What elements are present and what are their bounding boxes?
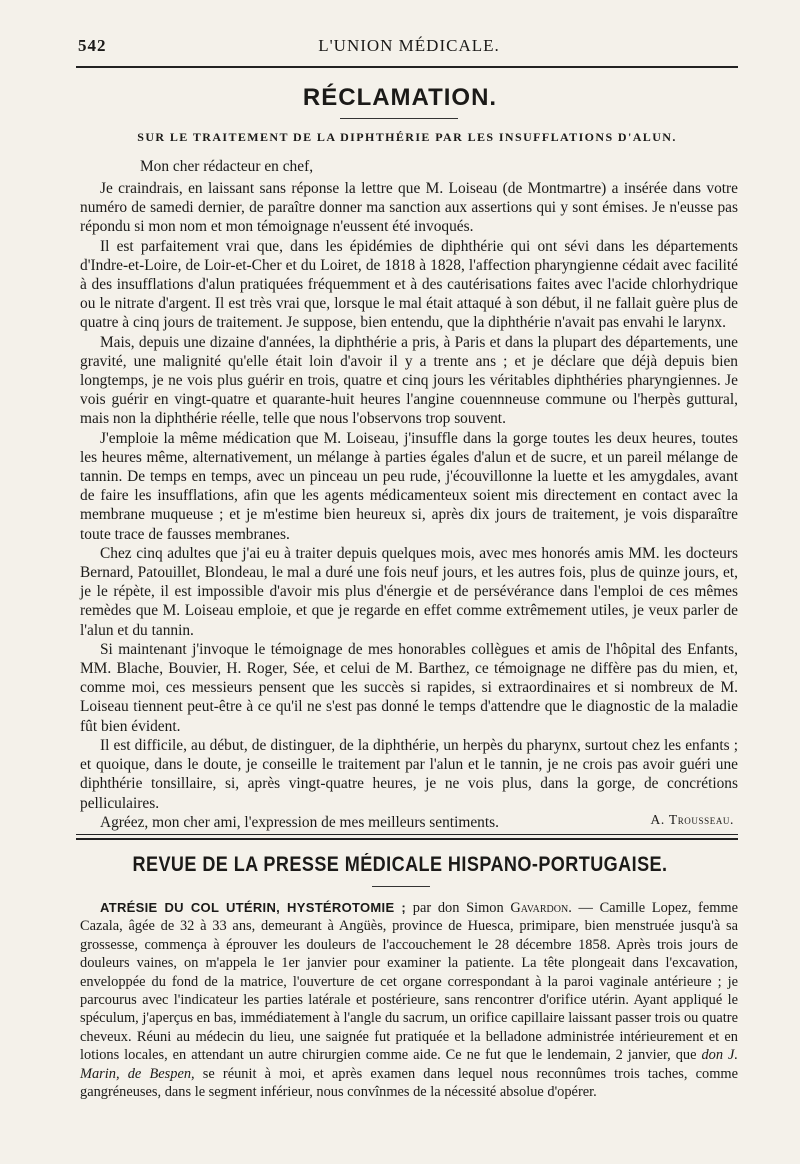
signature-initial: A. (650, 812, 665, 827)
page-number: 542 (78, 36, 107, 55)
section-rule (76, 834, 738, 840)
article-title: RÉCLAMATION. (302, 84, 498, 111)
section-title-underline (372, 886, 430, 887)
review-text-end: , se réunit à moi, et après examen dans lequel nous reconnûmes trois taches, comme gangréneuses, dans le segment inférieur, nous convînmes de la nécessité absolue d'opérer. (80, 1065, 738, 1101)
paragraph: J'emploie la même médication que M. Loiseau, j'insuffle dans la gorge toutes les deux heures, toutes les heures même, alternativement, un mélange à parties égales d'alun et de sucre, et un pareil mélange de tannin. De temps en temps, avec un pinceau un peu rude, j'écouvillonne la luette et les amygdales, avant de faire les insufflations, afin que les agents médicamenteux soient mis directement en contact avec la membrane muqueuse ; et je m'estime bien heureux si, après dix jours de traitement, je vois disparaître toute trace de fausses membranes. (80, 429, 738, 543)
review-text: . — Camille Lopez, femme Cazala, âgée de 32 à 33 ans, demeurant à Angüès, province de Huesca, primipare, bien menstruée jusqu'à sa grossesse, commença à éprouver les douleurs de l'accouchement le 28 décembre 1858. Après trois jours de douleurs vaines, on m'appela le 1er janvier pour examiner la patiente. La tête plongeait dans l'excavation, enveloppée du fond de la matrice, l'ouverture de cet organe correspondant à la paroi vaginale antérieure ; je parcourus avec l'indicateur les parties latérale et postérieure, sans rencontrer d'orifice utérin. Ayant appliqué le spéculum, j'aperçus en bas, immédiatement à l'angle du sacrum, un orifice capillaire laissant passer trois ou quatre cheveux. Réuni au médecin du lieu, une saignée fut pratiquée et la belladone administrée intérieurement et en lotions locales, en attendant un autre chirurgien comme aide. Ce ne fut que le lendemain, 2 janvier, que (80, 900, 739, 1064)
review-author: Gavardon (510, 900, 569, 916)
paragraph: Chez cinq adultes que j'ai eu à traiter depuis quelques mois, avec mes honorés amis MM. les docteurs Bernard, Patouillet, Blondeau, le mal a duré une fois neuf jours, et les autres fois, plus de quinze jours, et, je le répète, il est impossible d'avoir mis plus d'énergie et de persévérance dans l'emploi de ces mêmes remèdes que M. Loiseau emploie, et que je regarde en effet comme extrêmement utiles, je veux parler de l'alun et du tannin. (80, 544, 738, 639)
article-subtitle: SUR LE TRAITEMENT DE LA DIPHTHÉRIE PAR LES INSUFFLATIONS D'ALUN. (137, 130, 677, 144)
review-lead: ATRÉSIE DU COL UTÉRIN, HYSTÉROTOMIE ; (100, 900, 407, 915)
signature (651, 812, 734, 828)
review-byline: par don Simon (406, 900, 511, 916)
article-body (80, 179, 738, 832)
signature-name: Trousseau. (668, 812, 734, 827)
paragraph: Il est parfaitement vrai que, dans les épidémies de diphthérie qui ont sévi dans les départements d'Indre-et-Loire, de Loir-et-Cher et du Loiret, de 1818 à 1828, l'affection pharyngienne cédait avec facilité à des insufflations d'alun pratiquées fréquemment et à des cautérisations faites avec l'acide chlorhydrique ou le nitrate d'argent. Il est très vrai que, lorsque le mal était attaqué à son début, il ne fallait guère plus de quatre à cinq jours de traitement. Je suppose, bien entendu, que la diphthérie n'avait pas envahi le larynx. (80, 237, 738, 332)
paragraph: Je craindrais, en laissant sans réponse la lettre que M. Loiseau (de Montmartre) a insérée dans votre numéro de samedi dernier, de paraître donner ma sanction aux assertions qui y sont émises. Je n'eusse pas répondu si mon nom et mon témoignage n'eussent été invoqués. (80, 180, 738, 236)
paragraph: Mais, depuis une dizaine d'années, la diphthérie a pris, à Paris et dans la plupart des départements, une gravité, une malignité qu'elle était loin d'avoir il y a trente ans ; et je déclare que déjà depuis bien longtemps, je ne vois plus guérir en trois, quatre et cinq jours les véritables diphthéries pharyngiennes. Je vois guérir en vingt-quatre et quarante-huit heures l'angine couennneuse commune ou l'herpès guttural, mais non la diphthérie réelle, telle que nous l'observons trop souvent. (80, 333, 738, 428)
review-body (80, 899, 738, 1101)
section-title: REVUE DE LA PRESSE MÉDICALE HISPANO-PORTUGAISE. (132, 853, 668, 876)
title-underline (340, 118, 458, 119)
review-italic-name: don J. Marin, de Bespen (80, 1047, 738, 1082)
running-head (78, 36, 740, 56)
journal-title: L'UNION MÉDICALE. (318, 36, 500, 55)
paragraph: Agréez, mon cher ami, l'expression de mes meilleurs sentiments. (100, 813, 499, 831)
salutation: Mon cher rédacteur en chef, (140, 158, 314, 175)
paragraph: Il est difficile, au début, de distinguer, de la diphthérie, un herpès du pharynx, surtout chez les enfants ; et quoique, dans le doute, je conseille le traitement par l'alun et le tannin, je ne crois pas avoir guéri une diphthérie tonsillaire, si, après vingt-quatre heures, je ne vois plus, dans la gorge, de concrétions pelliculaires. (80, 736, 738, 812)
header-rule (76, 66, 738, 68)
paragraph: Si maintenant j'invoque le témoignage de mes honorables collègues et amis de l'hôpital des Enfants, MM. Blache, Bouvier, H. Roger, Sée, et celui de M. Barthez, ce témoignage ne diffère pas du mien, et, comme moi, ces messieurs pensent que les succès si rapides, si extraordinaires et si nombreux de M. Loiseau tiennent peut-être à ce qu'il ne s'est pas donné le temps d'attendre que le diagnostic de la maladie fût bien évident. (80, 640, 738, 735)
